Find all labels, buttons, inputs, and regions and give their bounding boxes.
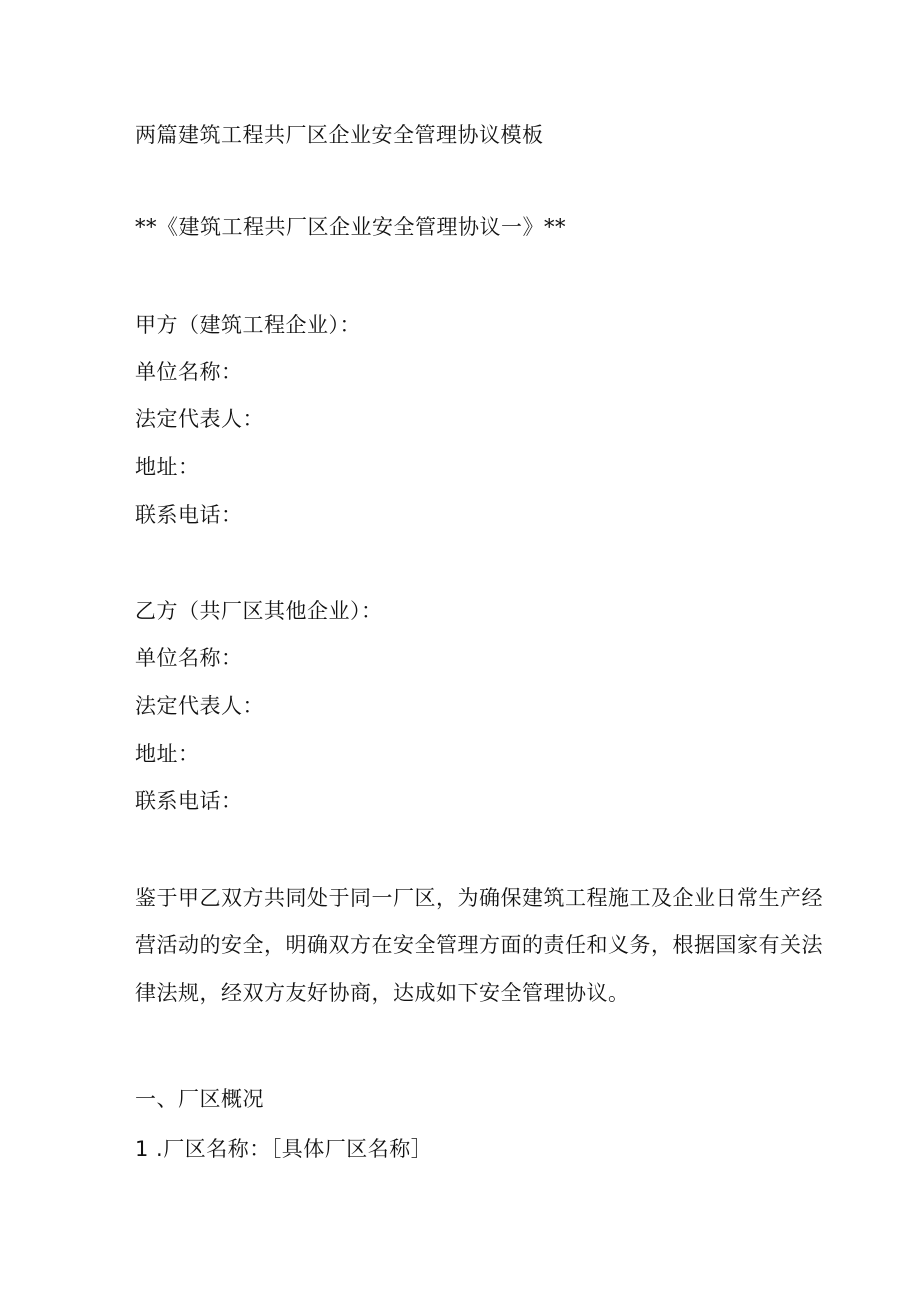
- party-a-heading: 甲方（建筑工程企业）：: [135, 313, 361, 337]
- party-b-heading: 乙方（共厂区其他企业）：: [135, 599, 383, 623]
- section-1-heading: 一、厂区概况: [135, 1087, 264, 1111]
- agreement-subtitle: **《建筑工程共厂区企业安全管理协议一》**: [135, 215, 566, 239]
- party-b-phone: 联系电话：: [135, 789, 243, 813]
- party-a-phone: 联系电话：: [135, 503, 243, 527]
- preamble-line-2: 营活动的安全，明确双方在安全管理方面的责任和义务，根据国家有关法: [135, 933, 823, 957]
- party-a-address: 地址：: [135, 455, 200, 479]
- section-1-item-1: 1 .厂区名称：［具体厂区名称］: [135, 1137, 433, 1161]
- party-a-unit-name: 单位名称：: [135, 360, 243, 384]
- party-a-legal-rep: 法定代表人：: [135, 407, 264, 431]
- party-b-unit-name: 单位名称：: [135, 646, 243, 670]
- document-title: 两篇建筑工程共厂区企业安全管理协议模板: [135, 123, 544, 147]
- preamble-line-3: 律法规，经双方友好协商，达成如下安全管理协议。: [135, 981, 630, 1005]
- party-b-address: 地址：: [135, 742, 200, 766]
- preamble-line-1: 鉴于甲乙双方共同处于同一厂区，为确保建筑工程施工及企业日常生产经: [135, 886, 823, 910]
- party-b-legal-rep: 法定代表人：: [135, 694, 264, 718]
